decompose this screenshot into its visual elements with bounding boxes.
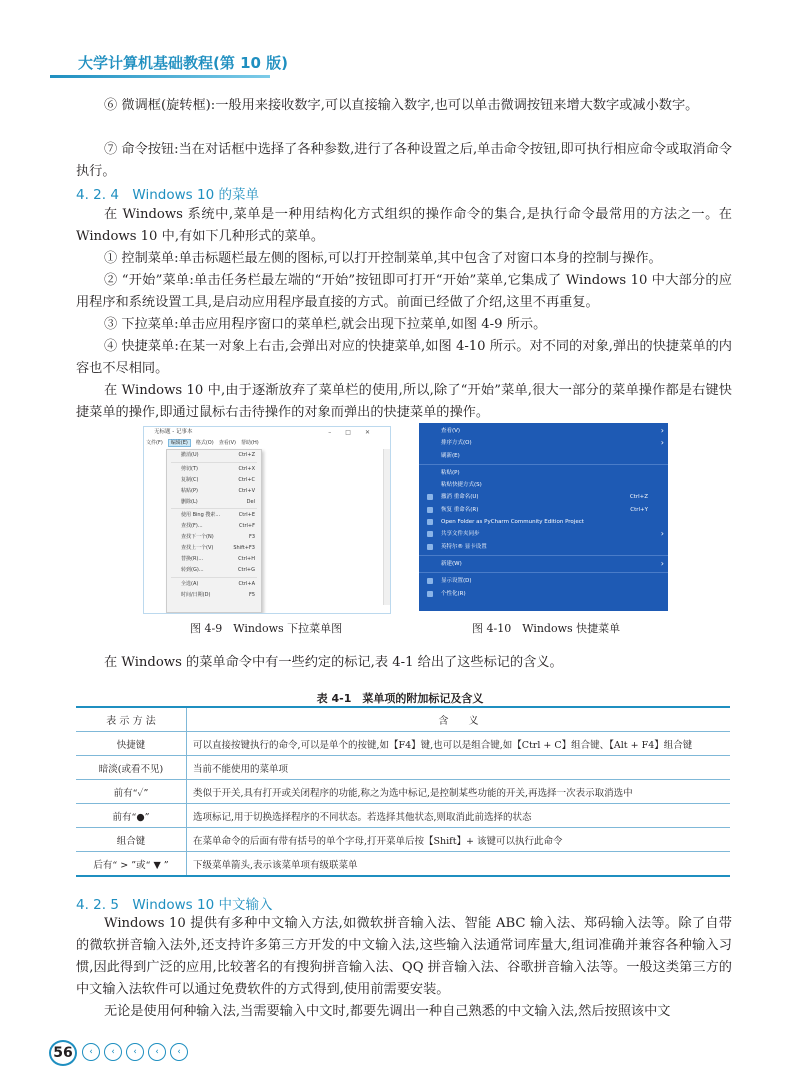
header-rule (50, 75, 270, 78)
page-number: 56 (49, 1040, 77, 1066)
chevron-right-icon: › (660, 438, 664, 448)
dropdown-item[interactable]: 替换(R)... Ctrl+H (181, 556, 255, 563)
table-cell: 前有“✓” (76, 780, 187, 804)
undo-icon (427, 494, 433, 500)
notepad-titlebar (144, 427, 390, 438)
context-item[interactable]: 粘贴(P) (441, 469, 460, 476)
display-icon (427, 578, 433, 584)
menu-edit[interactable]: 编辑(E) (168, 439, 191, 447)
table-row (76, 780, 730, 804)
dropdown-item[interactable]: 转到(G)... Ctrl+G (181, 566, 255, 573)
context-item[interactable]: 显示设置(D) (419, 575, 668, 587)
paragraph-ime-usage: 无论是使用何种输入法,当需要输入中文时,都要先调出一种自己熟悉的中文输入法,然后按照该中文 (104, 1004, 671, 1019)
dropdown-item[interactable]: 查找下一个(N) F3 (181, 534, 255, 541)
dropdown-item[interactable]: 粘贴(P) Ctrl+V (181, 487, 255, 494)
dropdown-item[interactable]: 复制(C) Ctrl+C (181, 476, 255, 483)
paragraph-menu-marks: 在 Windows 的菜单命令中有一些约定的标记,表 4-1 给出了这些标记的含义。 (104, 655, 563, 670)
table-cell: 前有“●” (76, 804, 187, 828)
dropdown-item[interactable]: 撤消(U) Ctrl+Z (181, 452, 255, 458)
dropdown-item[interactable]: 查找上一个(V) Shift+F3 (181, 545, 255, 552)
paragraph-dropdown-menu: ③ 下拉菜单:单击应用程序窗口的菜单栏,就会出现下拉菜单,如图 4-9 所示。 (104, 317, 547, 332)
dropdown-item[interactable]: 使用 Bing 搜索... Ctrl+E (181, 512, 255, 519)
table-header: 含 义 (187, 707, 731, 732)
table-cell: 在菜单命令的后面有带有括号的单个字母,打开菜单后按【Shift】+ 该键可以执行此命令 (187, 828, 731, 852)
personalize-icon (427, 591, 433, 597)
menu-format[interactable]: 格式(O) (195, 440, 214, 446)
dropdown-item[interactable]: 删除(L) Del (181, 498, 255, 505)
table-title: 表 4-1 菜单项的附加标记及含义 (316, 692, 484, 705)
redo-icon (427, 507, 433, 513)
dropdown-item[interactable]: 全选(A) Ctrl+A (181, 580, 255, 587)
context-item[interactable]: 查看(V) › (419, 425, 668, 437)
table-cell: 类似于开关,具有打开或关闭程序的功能,称之为选中标记,是控制某些功能的开关,再选择一次表示取消选中 (187, 780, 731, 804)
chevron-right-icon: › (660, 558, 664, 568)
menu-help[interactable]: 帮助(H) (241, 440, 259, 446)
menu-file[interactable]: 文件(F) (146, 440, 163, 446)
table-row (76, 804, 730, 828)
context-item[interactable]: 共享文件夹同步 › (419, 528, 668, 540)
table-row (76, 852, 730, 877)
context-item[interactable]: 恢复 重命名(R) Ctrl+Y (419, 504, 668, 516)
figure-context-menu (419, 423, 668, 611)
paragraph-context-menu: ④ 快捷菜单:在某一对象上右击,会弹出对应的快捷菜单,如图 4-10 所示。对不同的对象,弹出的快捷菜单的内容也不尽相同。 (76, 339, 732, 376)
table-row (76, 732, 730, 756)
table-cell: 当前不能使用的菜单项 (187, 756, 731, 780)
notepad-menubar (144, 438, 390, 448)
figure-4-10-caption: 图 4-10 Windows 快捷菜单 (472, 622, 621, 635)
table-cell: 下级菜单箭头,表示该菜单项有级联菜单 (187, 852, 731, 877)
paragraph-spin-box: ⑥ 微调框(旋转框):一般用来接收数字,可以直接输入数字,也可以单击微调按钮来增大数字或减小数字。 (104, 98, 699, 113)
table-cell: 可以直接按键执行的命令,可以是单个的按键,如【F4】键,也可以是组合键,如【Ctrl + C】组合键、【Alt + F4】组合键 (187, 732, 731, 756)
paragraph-control-menu: ① 控制菜单:单击标题栏最左侧的图标,可以打开控制菜单,其中包含了对窗口本身的控制与操作。 (104, 251, 662, 266)
table-cell: 组合键 (76, 828, 187, 852)
table-header-row (76, 707, 730, 732)
context-item[interactable]: 排序方式(O) › (419, 437, 668, 449)
table-cell: 选项标记,用于切换选择程序的不同状态。若选择其他状态,则取消此前选择的状态 (187, 804, 731, 828)
context-item[interactable]: 新建(W) › (419, 558, 668, 570)
table-cell: 暗淡(或看不见) (76, 756, 187, 780)
dropdown-item[interactable]: 剪切(T) Ctrl+X (181, 465, 255, 472)
window-title: 无标题 - 记事本 (154, 429, 193, 435)
table-cell: 快捷键 (76, 732, 187, 756)
chevron-left-icon: ‹ (170, 1043, 188, 1061)
context-item[interactable]: 个性化(R) (419, 588, 668, 600)
table-header: 表 示 方 法 (76, 707, 187, 732)
book-title: 大学计算机基础教程(第 10 版) (78, 54, 289, 72)
paragraph-win10-menus: 在 Windows 10 中,由于逐渐放弃了菜单栏的使用,所以,除了“开始”菜单,很大一部分的菜单操作都是右键快捷菜单的操作,即通过鼠标右击待操作的对象而弹出的快捷菜单的操作。 (76, 383, 732, 420)
scrollbar[interactable] (383, 449, 390, 605)
table-row (76, 828, 730, 852)
window-controls: –□✕ (328, 429, 384, 436)
chevron-right-icon: › (660, 426, 664, 435)
table-cell: 后有“ > ”或“ ▼ ” (76, 852, 187, 877)
dropdown-item[interactable]: 查找(F)... Ctrl+F (181, 523, 255, 530)
menu-view[interactable]: 查看(V) (218, 440, 237, 446)
table-row (76, 756, 730, 780)
context-item[interactable]: 撤消 重命名(U) Ctrl+Z (419, 491, 668, 503)
chevron-right-icon: › (660, 529, 664, 539)
figure-dropdown-menu (143, 426, 391, 614)
chevron-left-icon: ‹ (82, 1043, 100, 1061)
chevron-left-icon: ‹ (126, 1043, 144, 1061)
paragraph-start-menu: ② “开始”菜单:单击任务栏最左端的“开始”按钮即可打开“开始”菜单,它集成了 Windows 10 中大部分的应用程序和系统设置工具,是启动应用程序最直接的方式。前面已经做了介绍,这里不再重复。 (76, 273, 732, 310)
paragraph-command-button: ⑦ 命令按钮:当在对话框中选择了各种参数,进行了各种设置之后,单击命令按钮,即可执行相应命令或取消命令执行。 (76, 142, 732, 179)
dropdown-item[interactable]: 时间/日期(D) F5 (181, 591, 255, 598)
paragraph-menu-intro: 在 Windows 系统中,菜单是一种用结构化方式组织的操作命令的集合,是执行命令最常用的方法之一。在 Windows 10 中,有如下几种形式的菜单。 (76, 207, 732, 244)
context-item[interactable]: 粘贴快捷方式(S) (441, 482, 482, 489)
context-item[interactable]: 英特尔® 显卡设置 (419, 541, 668, 553)
figure-4-9-caption: 图 4-9 Windows 下拉菜单图 (190, 622, 343, 635)
paragraph-ime-options: Windows 10 提供有多种中文输入方法,如微软拼音输入法、智能 ABC 输入法、郑码输入法等。除了自带的微软拼音输入法外,还支持许多第三方开发的中文输入法,这些输入法通常词库量大,组词准确并兼容各种输入习惯,因此得到广泛的应用,比较著名的有搜狗拼音输入法、QQ 拼音输入法、谷歌拼音输入法等。一般这类第三方的中文输入法软件可以通过免费软件的方式得到,使用前需要安装。 (76, 916, 732, 997)
context-item[interactable]: Open Folder as PyCharm Community Edition Project (419, 516, 668, 528)
section-heading-4-2-5: 4. 2. 5 Windows 10 中文输入 (76, 897, 273, 913)
menu-marks-table (76, 706, 730, 877)
section-heading-4-2-4: 4. 2. 4 Windows 10 的菜单 (76, 187, 259, 203)
edit-dropdown (166, 449, 262, 613)
pycharm-icon (427, 519, 433, 525)
chevron-left-icon: ‹ (104, 1043, 122, 1061)
sync-icon (427, 531, 433, 537)
page-nav-icons (82, 1043, 188, 1061)
context-item[interactable]: 刷新(E) (441, 452, 460, 459)
chevron-left-icon: ‹ (148, 1043, 166, 1061)
intel-graphics-icon (427, 544, 433, 550)
